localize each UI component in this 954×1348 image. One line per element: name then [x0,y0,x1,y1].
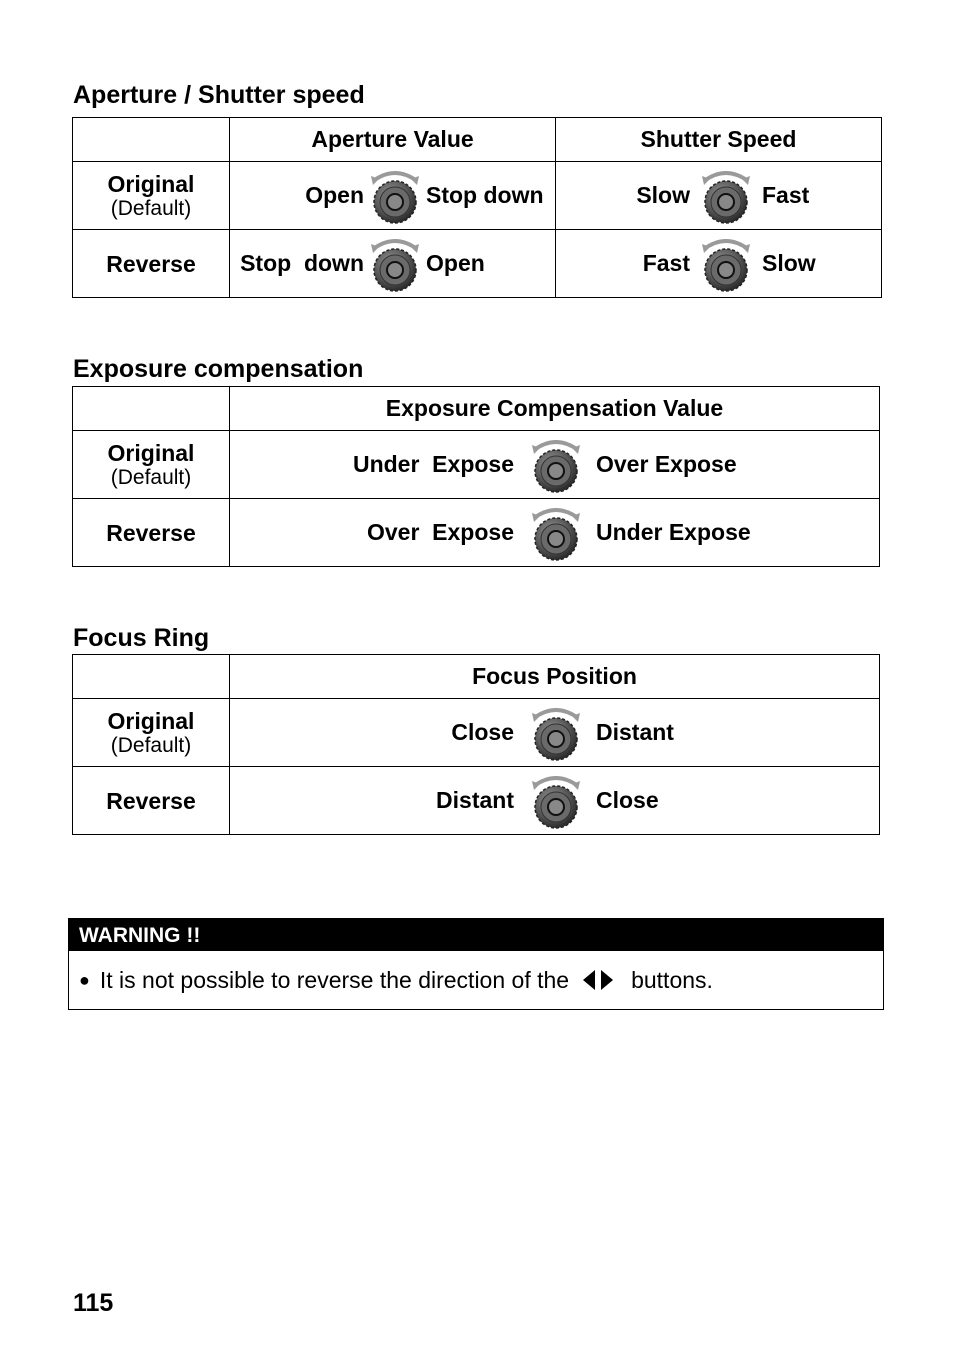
row-sub: (Default) [110,733,192,757]
table-row [73,431,880,499]
exposure-cell [230,431,880,499]
exposure-left-label: Over Expose [366,519,514,545]
control-dial-icon [528,504,584,562]
row-name: Reverse [106,250,196,277]
row-name: Reverse [106,519,196,546]
header-empty [73,118,230,162]
exposure-cell [230,499,880,567]
aperture-cell [230,230,556,298]
row-name: Original [107,439,195,466]
row-label-original [73,431,230,499]
header-aperture-value: Aperture Value [230,118,556,162]
focus-left-label: Close [451,719,514,745]
shutter-left-label: Slow [636,182,690,208]
page-number: 115 [73,1289,114,1317]
aperture-left-label: Stop down [240,250,364,276]
warning-body [69,951,883,1009]
row-label-original [73,162,230,230]
table-row [73,767,880,835]
control-dial-icon [367,167,423,225]
table-header-row [73,118,882,162]
control-dial-icon [698,167,754,225]
row-label-reverse [73,230,230,298]
row-label-original [73,699,230,767]
exposure-right-label: Under Expose [596,519,751,545]
control-dial-icon [528,772,584,830]
exposure-section-title: Exposure compensation [73,355,364,383]
row-label-reverse [73,499,230,567]
focus-right-label: Close [596,787,659,813]
control-dial-icon [528,436,584,494]
aperture-right-label: Stop down [426,182,544,208]
table-row [73,230,882,298]
row-name: Original [107,707,195,734]
shutter-right-label: Slow [762,250,816,276]
aperture-right-label: Open [426,250,485,276]
focus-left-label: Distant [436,787,514,813]
table-row [73,499,880,567]
shutter-cell [556,230,882,298]
table-row [73,699,880,767]
table-row [73,162,882,230]
row-sub: (Default) [110,465,192,489]
focus-right-label: Distant [596,719,674,745]
warning-box [68,918,884,1010]
exposure-right-label: Over Expose [596,451,737,477]
row-name: Original [107,170,195,197]
exposure-left-label: Under Expose [352,451,514,477]
control-dial-icon [698,235,754,293]
header-empty [73,387,230,431]
control-dial-icon [367,235,423,293]
aperture-shutter-table [72,117,882,298]
focus-section-title: Focus Ring [73,624,210,652]
warning-title: WARNING !! [69,919,883,951]
header-exposure-value: Exposure Compensation Value [230,387,880,431]
header-shutter-speed: Shutter Speed [556,118,882,162]
table-header-row [73,655,880,699]
control-dial-icon [528,704,584,762]
warning-text-after: buttons. [631,966,713,993]
focus-ring-table [72,654,880,835]
warning-text-before: It is not possible to reverse the direction of the [99,966,570,993]
row-label-reverse [73,767,230,835]
shutter-right-label: Fast [762,182,810,208]
focus-cell [230,699,880,767]
header-focus-position: Focus Position [230,655,880,699]
shutter-cell [556,162,882,230]
aperture-left-label: Open [305,182,364,208]
bullet-icon: ● [79,969,90,990]
aperture-section-title: Aperture / Shutter speed [73,81,365,109]
row-sub: (Default) [110,196,192,220]
table-header-row [73,387,880,431]
aperture-cell [230,162,556,230]
header-empty [73,655,230,699]
row-name: Reverse [106,787,196,814]
exposure-compensation-table [72,386,880,567]
focus-cell [230,767,880,835]
left-right-arrow-buttons-icon [581,968,615,992]
shutter-left-label: Fast [642,250,690,276]
